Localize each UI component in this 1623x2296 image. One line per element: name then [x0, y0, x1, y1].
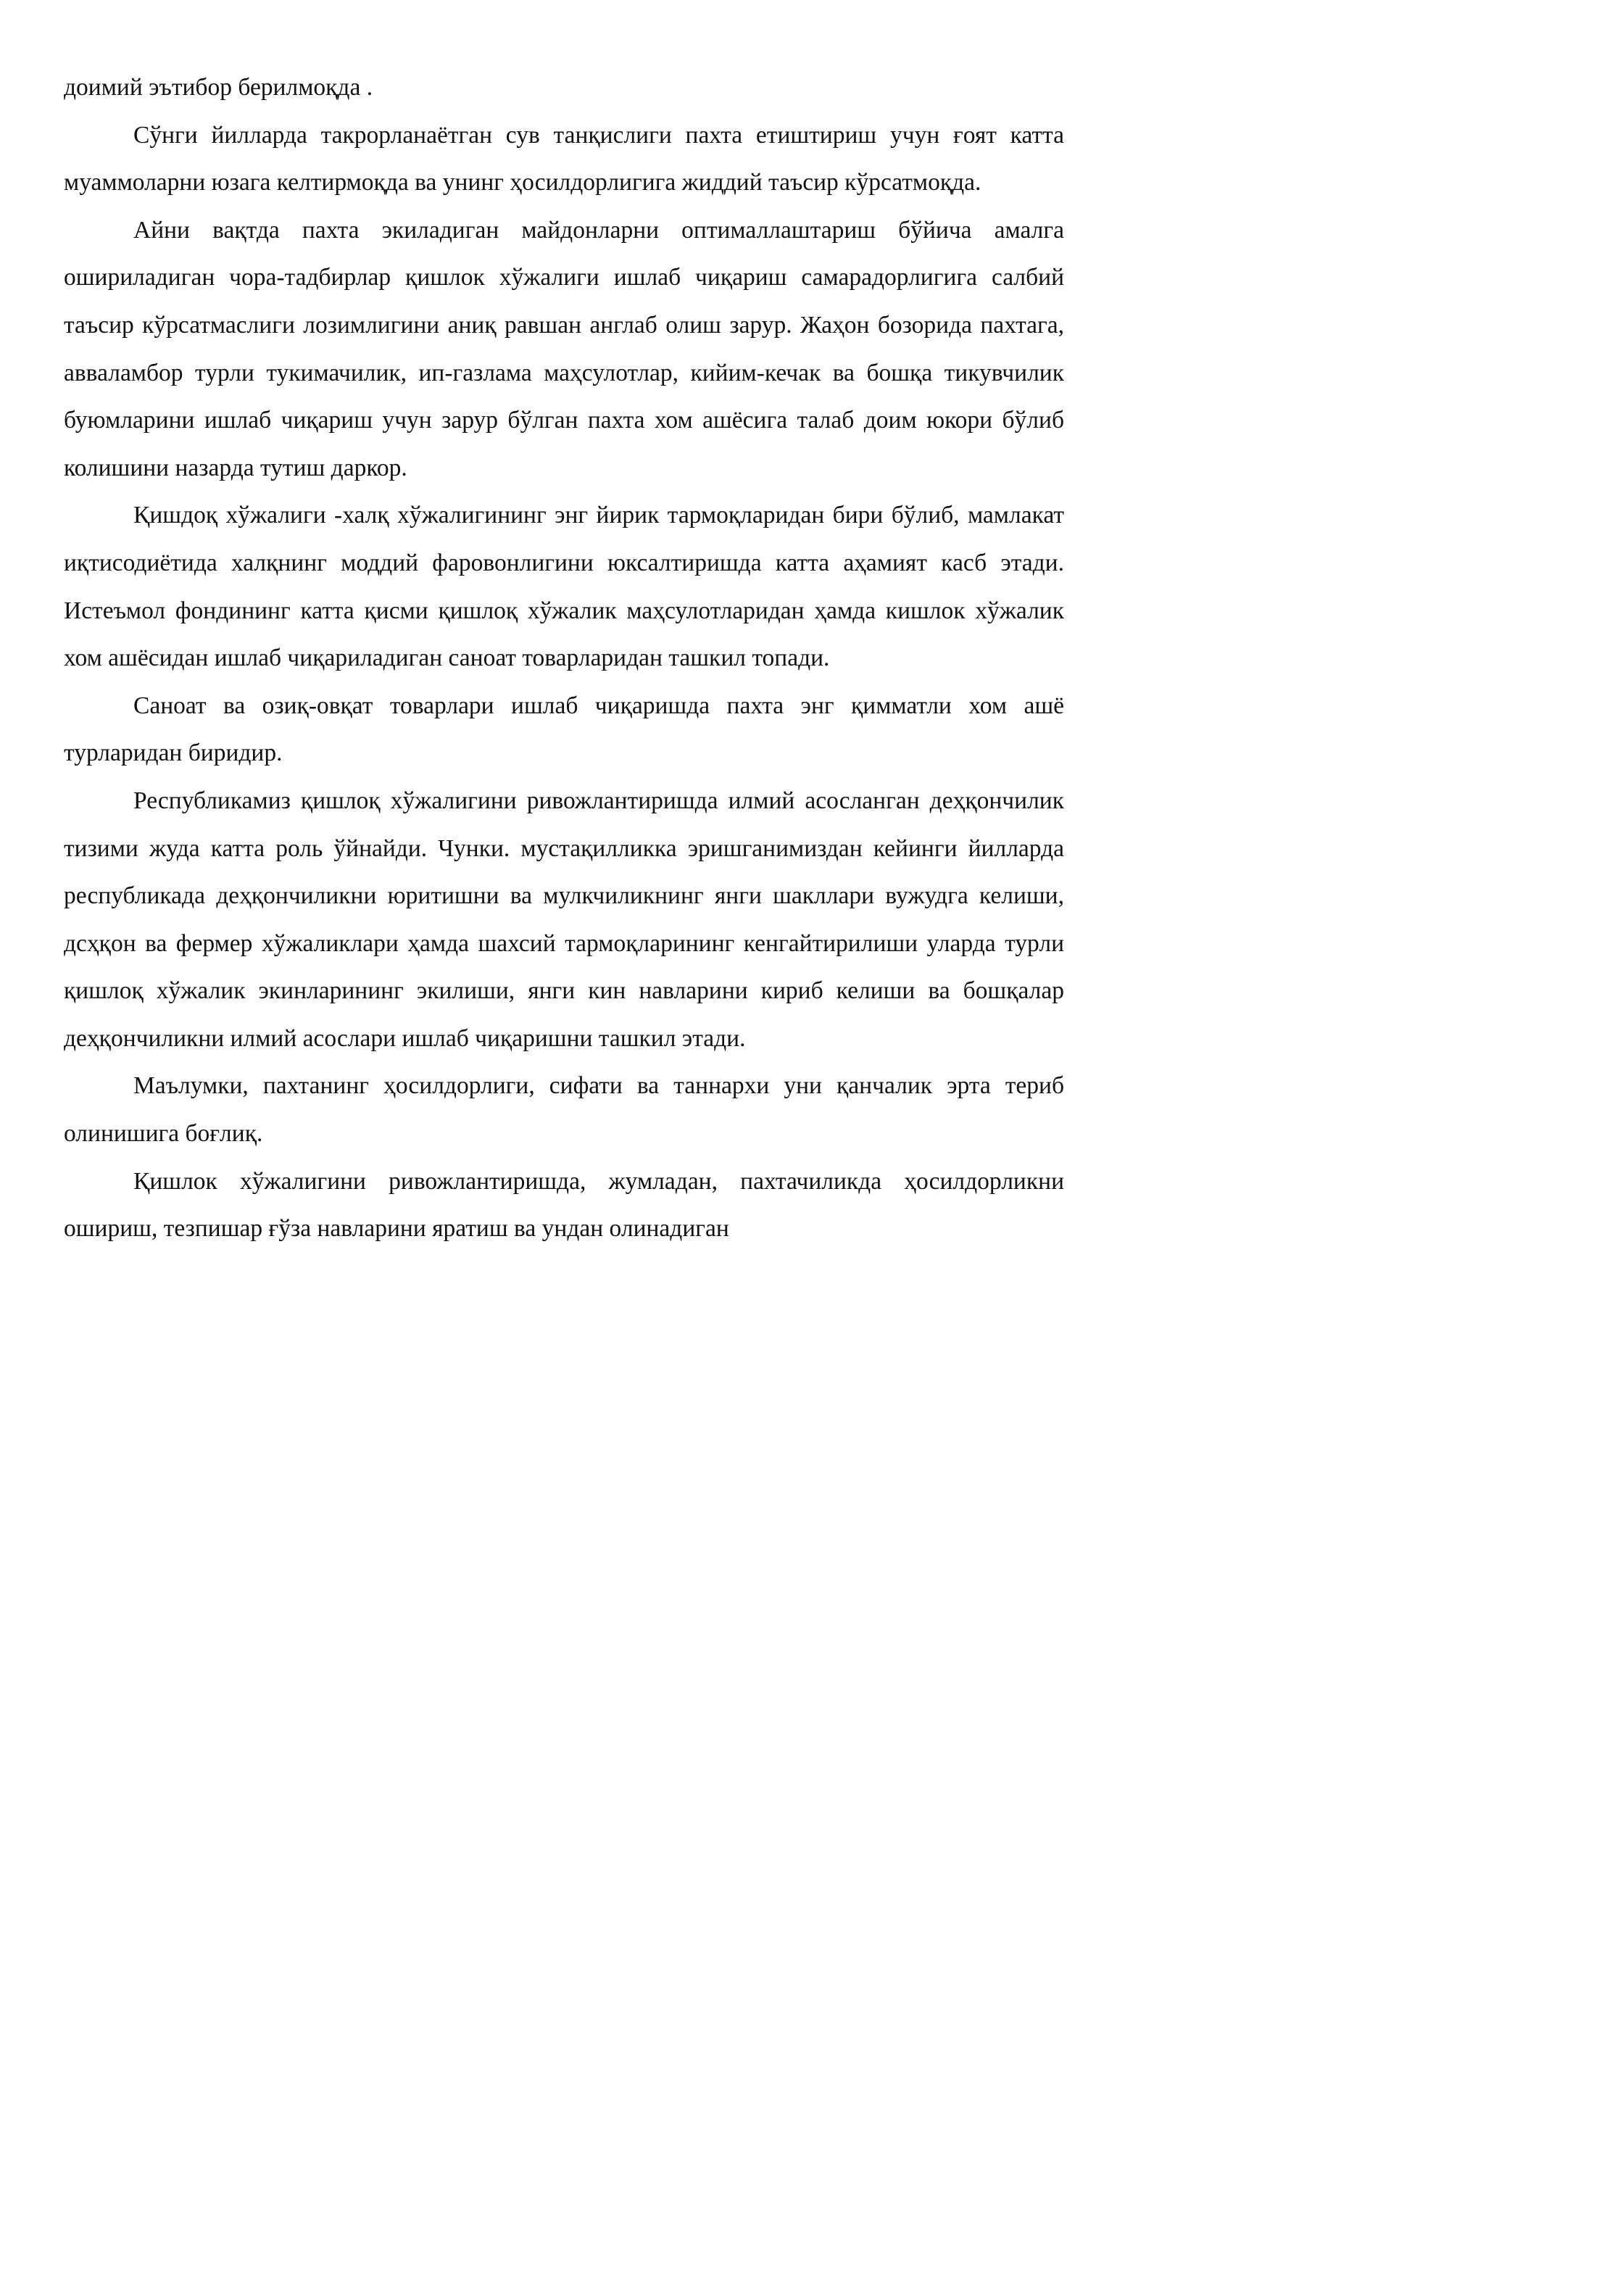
paragraph-4: Қишдоқ хўжалиги -халқ хўжалигининг энг йирик тармоқларидан бири бўлиб, мамлакат иқтисодиётида халқнинг моддий фаровонлигини юксалтиришда катта аҳамият касб этади. Истеъмол фондининг катта қисми қишлоқ хўжалик маҳсулотларидан ҳамда кишлок хўжалик хом ашёсидан ишлаб чиқариладиган саноат товарларидан ташкил топади. [64, 502, 1064, 672]
paragraph-1: доимий эътибор берилмоқда . [64, 74, 373, 101]
paragraph-7: Маълумки, пахтанинг ҳосилдорлиги, сифати ва таннархи уни қанчалик эрта териб олинишига боғлиқ. [64, 1072, 1064, 1148]
paragraph-6: Республикамиз қишлоқ хўжалигини ривожлантиришда илмий асосланган деҳқончилик тизими жуда катта роль ўйнайди. Чунки. мустақилликка эришганимиздан кейинги йилларда республикада деҳқончиликни юритишни ва мулкчиликнинг янги шакллари вужудга келиши, дсҳқон ва фермер хўжаликлари ҳамда шахсий тармоқларининг кенгайтирилиши уларда турли қишлоқ хўжалик экинларининг экилиши, янги кин навларини кириб келиши ва бошқалар деҳқончиликни илмий асослари ишлаб чиқаришни ташкил этади. [64, 787, 1064, 1052]
paragraph-2: Сўнги йилларда такрорланаётган сув танқислиги пахта етиштириш учун ғоят катта муаммоларни юзага келтирмоқда ва унинг ҳосилдорлигига жиддий таъсир кўрсатмоқда. [64, 121, 1064, 196]
paragraph-3: Айни вақтда пахта экиладиган майдонларни оптималлаштариш бўйича амалга ошириладиган чора-тадбирлар қишлок хўжалиги ишлаб чиқариш самарадорлигига салбий таъсир кўрсатмаслиги лозимлигини аниқ равшан англаб олиш зарур. Жаҳон бозорида пахтага, авваламбор турли тукимачилик, ип-газлама маҳсулотлар, кийим-кечак ва бошқа тикувчилик буюмларини ишлаб чиқариш учун зарур бўлган пахта хом ашёсига талаб доим юкори бўлиб колишини назарда тутиш даркор. [64, 216, 1064, 481]
document-body [64, 64, 1064, 1253]
paragraph-8: Қишлок хўжалигини ривожлантиришда, жумладан, пахтачиликда ҳосилдорликни ошириш, тезпишар ғўза навларини яратиш ва ундан олинадиган [64, 1167, 1064, 1243]
paragraph-5: Саноат ва озиқ-овқат товарлари ишлаб чиқаришда пахта энг қимматли хом ашё турларидан биридир. [64, 692, 1064, 767]
